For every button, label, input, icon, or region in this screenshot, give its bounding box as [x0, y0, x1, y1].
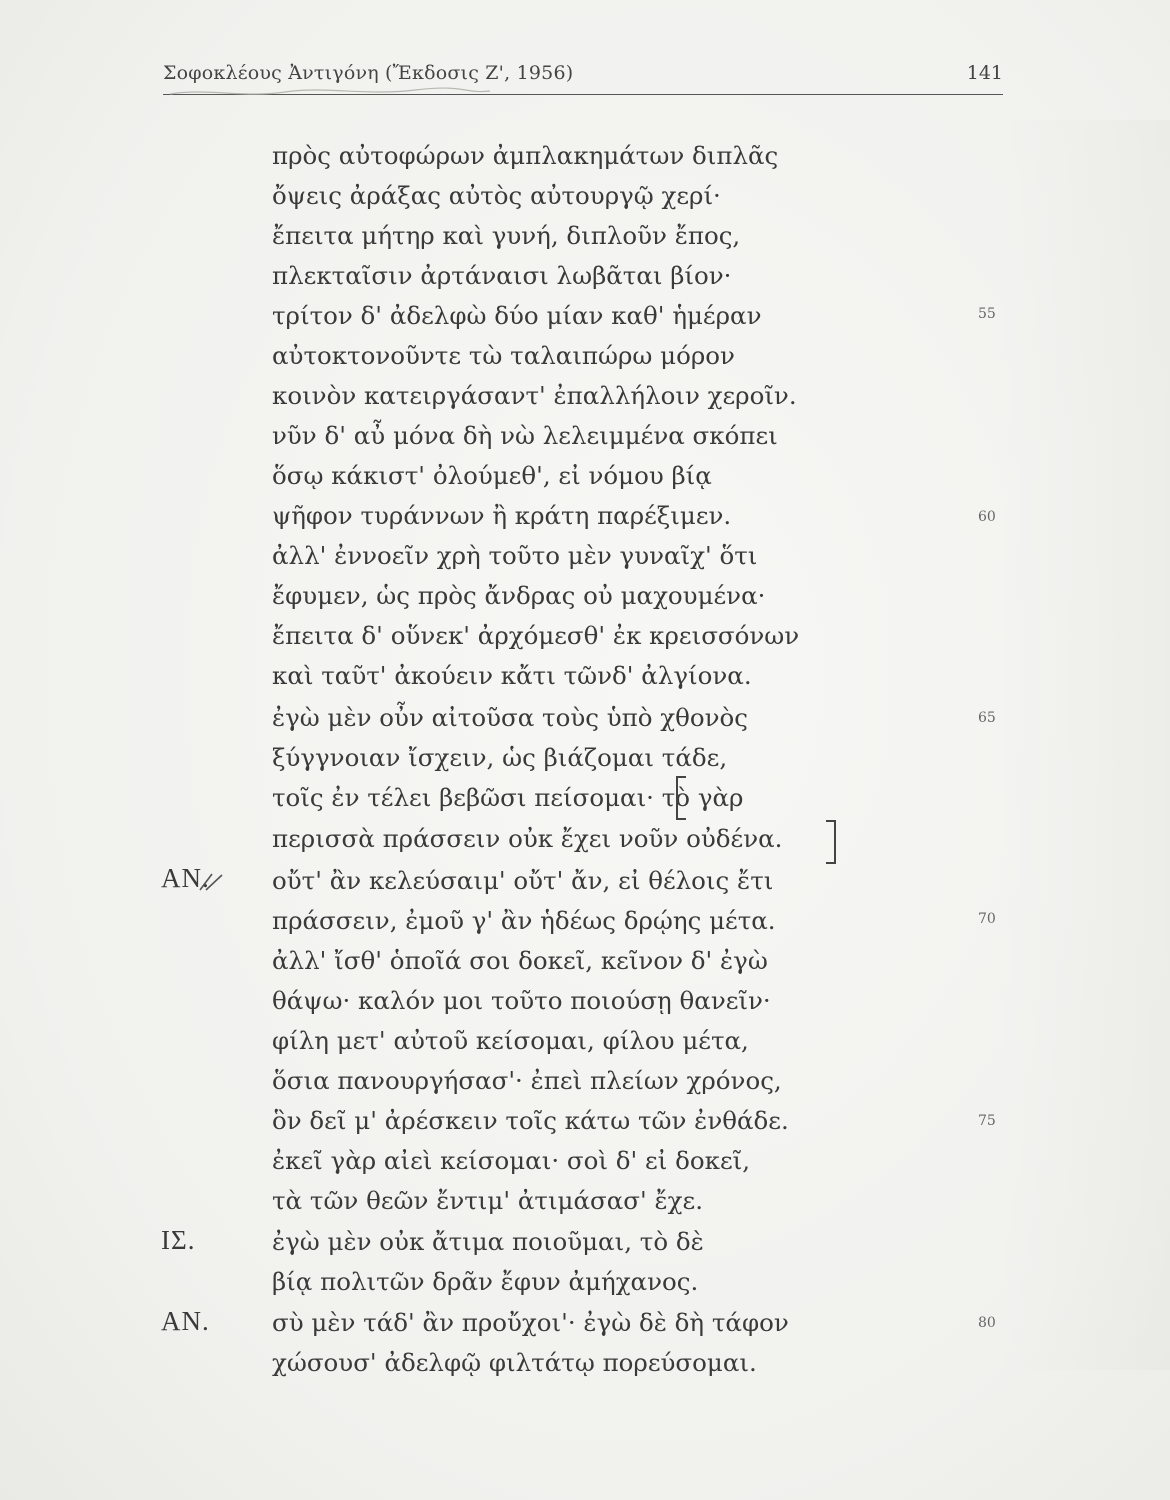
verse-line: ἔφυμεν, ὡς πρὸς ἄνδρας οὐ μαχουμένα· [272, 581, 766, 610]
verse-line: τοῖς ἐν τέλει βεβῶσι πείσομαι· τὸ γὰρ [272, 783, 744, 812]
show-through-shadow [1000, 120, 1170, 1370]
line-number: 65 [978, 710, 996, 726]
line-number: 80 [978, 1315, 996, 1331]
verse-line: οὔτ' ἂν κελεύσαιμ' οὔτ' ἄν, εἰ θέλοις ἔτι [272, 866, 774, 895]
verse-line: τρίτον δ' ἀδελφὼ δύο μίαν καθ' ἡμέραν [272, 301, 762, 330]
line-number: 55 [978, 306, 996, 322]
verse-line: ἐγὼ μὲν οὖν αἰτοῦσα τοὺς ὑπὸ χθονὸς [272, 703, 748, 732]
verse-line: ἀλλ' ἴσθ' ὁποῖά σοι δοκεῖ, κεῖνον δ' ἐγὼ [272, 946, 768, 975]
verse-line: ψῆφον τυράννων ἢ κράτη παρέξιμεν. [272, 501, 732, 530]
speaker-label: ΑΝ. [161, 1306, 210, 1336]
editorial-bracket-close [826, 820, 836, 864]
verse-line: πράσσειν, ἐμοῦ γ' ἂν ἡδέως δρῴης μέτα. [272, 906, 776, 935]
line-number: 75 [978, 1113, 996, 1129]
verse-line: πρὸς αὐτοφώρων ἀμπλακημάτων διπλᾶς [272, 141, 779, 170]
speaker-label: ΙΣ. [161, 1225, 196, 1255]
verse-line: ἐκεῖ γὰρ αἰεὶ κείσομαι· σοὶ δ' εἰ δοκεῖ, [272, 1146, 751, 1175]
verse-line: ὅσῳ κάκιστ' ὀλούμεθ', εἰ νόμου βίᾳ [272, 461, 712, 490]
verse-line: ὃν δεῖ μ' ἀρέσκειν τοῖς κάτω τῶν ἐνθάδε. [272, 1106, 789, 1135]
verse-line: αὐτοκτονοῦντε τὼ ταλαιπώρω μόρον [272, 341, 735, 370]
verse-line: ἐγὼ μὲν οὐκ ἄτιμα ποιοῦμαι, τὸ δὲ [272, 1227, 704, 1256]
verse-line: βίᾳ πολιτῶν δρᾶν ἔφυν ἀμήχανος. [272, 1267, 699, 1296]
verse-line: περισσὰ πράσσειν οὐκ ἔχει νοῦν οὐδένα. [272, 824, 783, 853]
speaker-label: ΑΝ. [161, 863, 210, 893]
page-number: 141 [966, 62, 1003, 84]
verse-line: ὄψεις ἀράξας αὐτὸς αὐτουργῷ χερί· [272, 181, 721, 210]
verse-line: κοινὸν κατειργάσαντ' ἐπαλλήλοιν χεροῖν. [272, 381, 797, 410]
verse-line: ὅσια πανουργήσασ'· ἐπεὶ πλείων χρόνος, [272, 1066, 782, 1095]
verse-line: καὶ ταῦτ' ἀκούειν κἄτι τῶνδ' ἀλγίονα. [272, 661, 752, 690]
verse-line: φίλη μετ' αὐτοῦ κείσομαι, φίλου μέτα, [272, 1026, 749, 1055]
running-head-title: Σοφοκλέους Ἀντιγόνη (Ἔκδοσις Ζ', 1956) [163, 62, 574, 84]
verse-line: θάψω· καλόν μοι τοῦτο ποιούσῃ θανεῖν· [272, 986, 771, 1015]
pencil-slash-mark [198, 872, 226, 892]
verse-line: νῦν δ' αὖ μόνα δὴ νὼ λελειμμένα σκόπει [272, 421, 778, 450]
pencil-scribble-mark [165, 84, 495, 100]
editorial-bracket-open [676, 776, 686, 820]
verse-line: τὰ τῶν θεῶν ἔντιμ' ἀτιμάσασ' ἔχε. [272, 1186, 704, 1215]
verse-line: ἔπειτα μήτηρ καὶ γυνή, διπλοῦν ἔπος, [272, 221, 741, 250]
verse-line: πλεκταῖσιν ἀρτάναισι λωβᾶται βίον· [272, 261, 732, 290]
line-number: 60 [978, 509, 996, 525]
verse-line: χώσουσ' ἀδελφῷ φιλτάτῳ πορεύσομαι. [272, 1348, 757, 1377]
verse-line: σὺ μὲν τάδ' ἂν προὔχοι'· ἐγὼ δὲ δὴ τάφον [272, 1308, 789, 1337]
line-number: 70 [978, 911, 996, 927]
verse-line: ἀλλ' ἐννοεῖν χρὴ τοῦτο μὲν γυναῖχ' ὅτι [272, 541, 758, 570]
verse-line: ξύγγνοιαν ἴσχειν, ὡς βιάζομαι τάδε, [272, 743, 728, 772]
verse-line: ἔπειτα δ' οὕνεκ' ἀρχόμεσθ' ἐκ κρεισσόνων [272, 621, 800, 650]
